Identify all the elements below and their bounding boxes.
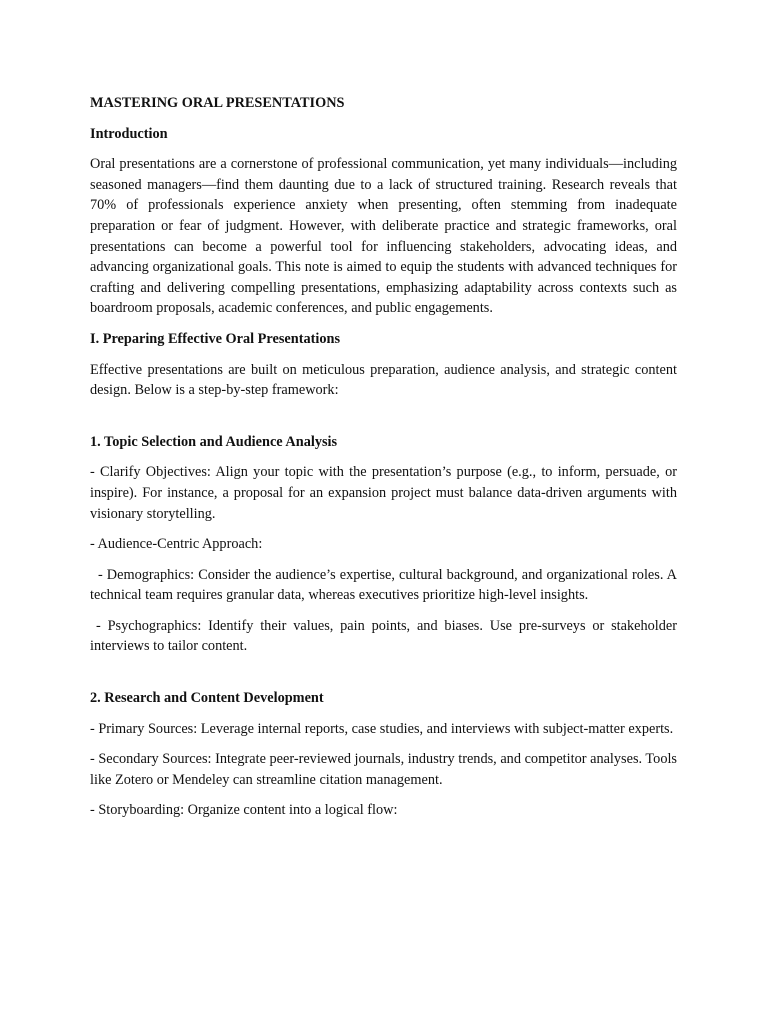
storyboarding-item: - Storyboarding: Organize content into a logical flow: <box>90 802 398 819</box>
document-page <box>90 93 677 831</box>
clarify-objectives-item: - Clarify Objectives: Align your topic with the presentation’s purpose (e.g., to inform, persuade, or inspire). For instance, a proposal for an expansion project must balance data-driven arguments with visionary storytelling. <box>90 464 677 522</box>
intro-heading: Introduction <box>90 125 168 142</box>
secondary-sources-item: - Secondary Sources: Integrate peer-reviewed journals, industry trends, and competitor analyses. Tools like Zotero or Mendeley can streamline citation management. <box>90 751 677 788</box>
demographics-item: - Demographics: Consider the audience’s expertise, cultural background, and organizational roles. A technical team requires granular data, whereas executives prioritize high-level insights. <box>90 566 677 604</box>
subsection2-heading: 2. Research and Content Development <box>90 690 324 707</box>
primary-sources-item: - Primary Sources: Leverage internal reports, case studies, and interviews with subject-matter experts. <box>90 720 674 737</box>
psychographics-item: - Psychographics: Identify their values, pain points, and biases. Use pre-surveys or stakeholder interviews to tailor content. <box>90 617 677 655</box>
document-title: MASTERING ORAL PRESENTATIONS <box>90 95 345 111</box>
section1-paragraph: Effective presentations are built on meticulous preparation, audience analysis, and strategic content design. Below is a step-by-step framework: <box>90 361 677 399</box>
audience-centric-item: - Audience-Centric Approach: <box>90 536 263 553</box>
section1-heading: I. Preparing Effective Oral Presentations <box>90 330 341 347</box>
intro-paragraph: Oral presentations are a cornerstone of professional communication, yet many individuals—including seasoned managers—find them daunting due to a lack of structured training. Research reveals that 70% of professionals experience anxiety when presenting, often stemming from inadequate preparation or fear of judgment. However, with deliberate practice and strategic frameworks, oral presentations can become a powerful tool for influencing stakeholders, advocating ideas, and advancing organizational goals. This note is aimed to equip the students with advanced techniques for crafting and delivering compelling presentations, emphasizing adaptability across contexts such as boardroom proposals, academic conferences, and public engagements. <box>90 156 677 317</box>
spacer <box>90 411 677 432</box>
spacer <box>90 667 677 688</box>
subsection1-heading: 1. Topic Selection and Audience Analysis <box>90 433 338 450</box>
